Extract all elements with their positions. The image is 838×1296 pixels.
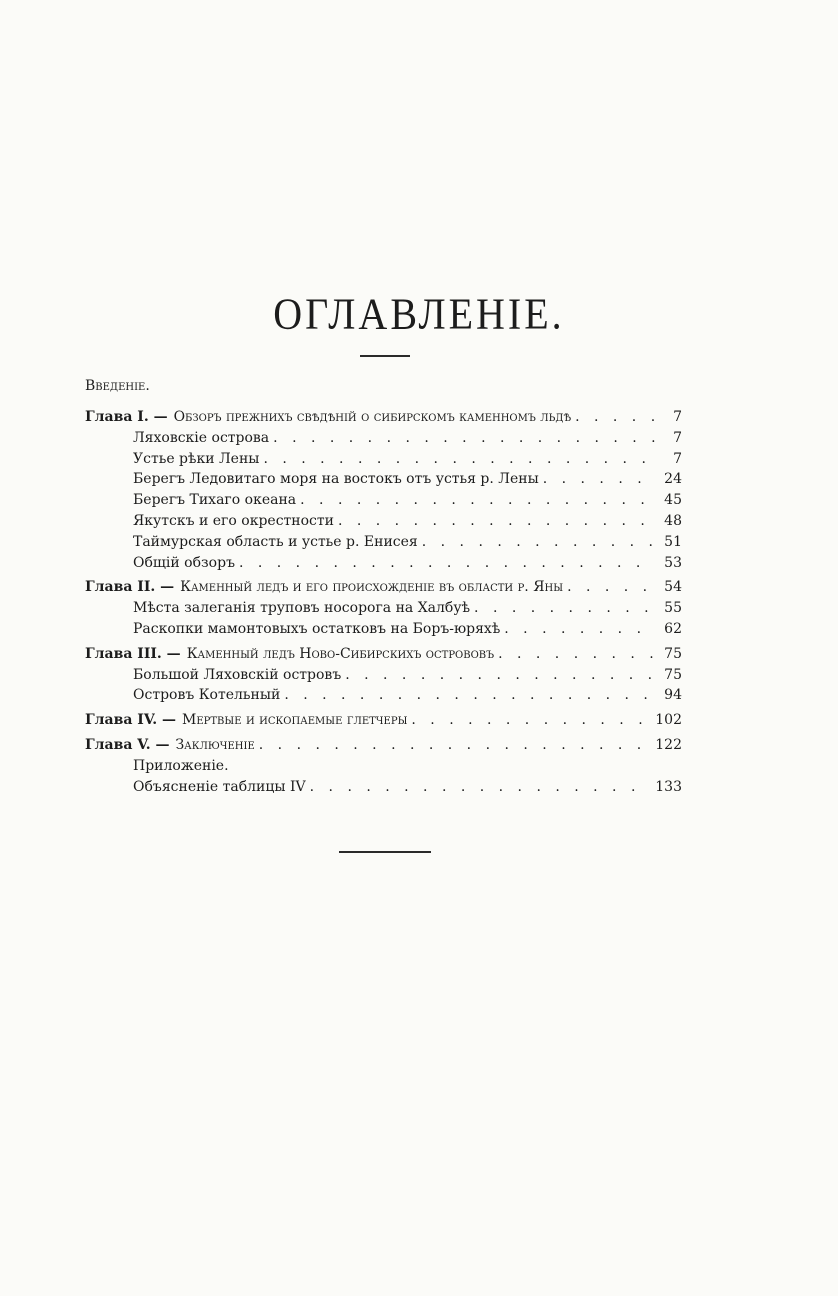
section-title: Ляховскіе острова (133, 429, 270, 446)
page-number: 133 (655, 778, 682, 795)
section-title: Раскопки мамонтовыхъ остатковъ на Боръ-юряхѣ (133, 620, 501, 637)
chapter-title: Заключеніе (175, 736, 255, 753)
chapter-title: Мертвые и ископаемые глетчеры (182, 712, 408, 729)
dot-leader (300, 490, 656, 511)
toc-row-chapter (85, 577, 682, 598)
chapter-label: Глава V. — (85, 736, 170, 753)
page-number: 7 (673, 409, 682, 425)
dot-leader (567, 577, 656, 598)
section-title: Большой Ляховскій островъ (133, 666, 342, 683)
dot-leader (263, 449, 656, 470)
page-number: 102 (655, 712, 682, 729)
toc-row-chapter (85, 710, 682, 731)
title-rule (360, 355, 410, 357)
page-number: 55 (664, 600, 682, 617)
toc-row-section (85, 619, 682, 640)
page-number: 122 (655, 736, 682, 753)
toc-row-section (85, 469, 682, 490)
page-number: 75 (664, 645, 682, 662)
toc-row-section (85, 685, 682, 706)
toc-row-section (85, 428, 682, 449)
chapter-label: Глава II. — (85, 579, 175, 596)
dot-leader (422, 532, 656, 553)
dot-leader (273, 428, 656, 449)
section-title: Берегъ Ледовитаго моря на востокъ отъ устья р. Лены (133, 471, 539, 488)
page-number: 51 (664, 533, 682, 550)
section-title: Устье рѣки Лены (133, 450, 260, 467)
toc-row-section (85, 665, 682, 686)
page-title: ОГЛАВЛЕНІЕ. (273, 288, 565, 339)
dot-leader (310, 777, 652, 798)
toc-row-section (85, 449, 682, 470)
dot-leader (284, 685, 656, 706)
introduction-entry: Введеніе. (85, 378, 150, 394)
closing-rule (339, 851, 431, 853)
chapter-title: Каменный ледъ Ново-Сибирскихъ острововъ (186, 645, 495, 662)
dot-leader (345, 665, 656, 686)
page-number: 53 (664, 554, 682, 571)
chapter-label: Глава I. — (85, 409, 168, 425)
toc-row-chapter (85, 644, 682, 665)
toc-row-section (85, 511, 682, 532)
chapter-title: Каменный ледъ и его происхожденіе въ области р. Яны (180, 579, 564, 596)
dot-leader (575, 407, 656, 428)
section-title: Общій обзоръ (133, 554, 235, 571)
toc-row-section (85, 532, 682, 553)
page-number: 75 (664, 666, 682, 683)
toc-row-section (85, 598, 682, 619)
page-number: 94 (664, 687, 682, 704)
chapter-title: Обзоръ прежнихъ свѣдѣній о сибирскомъ каменномъ льдѣ (173, 409, 572, 425)
toc-row-section (85, 553, 682, 574)
section-title: Таймурская область и устье р. Енисея (133, 533, 418, 550)
page-number: 62 (664, 620, 682, 637)
dot-leader (504, 619, 656, 640)
table-of-contents (85, 407, 682, 797)
dot-leader (411, 710, 651, 731)
toc-row-section (85, 490, 682, 511)
section-title: Островъ Котельный (133, 687, 281, 704)
section-title: Берегъ Тихаго океана (133, 492, 297, 509)
toc-row-chapter (85, 735, 682, 756)
toc-row-chapter (85, 407, 682, 428)
toc-row-section (85, 756, 682, 777)
dot-leader (498, 644, 656, 665)
dot-leader (259, 735, 651, 756)
dot-leader (474, 598, 656, 619)
chapter-label: Глава III. — (85, 645, 181, 662)
dot-leader (239, 553, 656, 574)
dot-leader (543, 469, 656, 490)
section-title: Якутскъ и его окрестности (133, 512, 334, 529)
page-number: 7 (673, 429, 682, 446)
page-number: 45 (664, 492, 682, 509)
dot-leader (338, 511, 656, 532)
toc-row-section (85, 777, 682, 798)
section-title: Объясненіе таблицы IV (133, 778, 306, 795)
page-number: 24 (664, 471, 682, 488)
page-number: 48 (664, 512, 682, 529)
page-number: 54 (664, 579, 682, 596)
page-number: 7 (673, 450, 682, 467)
section-title: Приложеніе. (133, 757, 229, 774)
section-title: Мѣста залеганія труповъ носорога на Халбуѣ (133, 600, 471, 617)
chapter-label: Глава IV. — (85, 712, 176, 729)
